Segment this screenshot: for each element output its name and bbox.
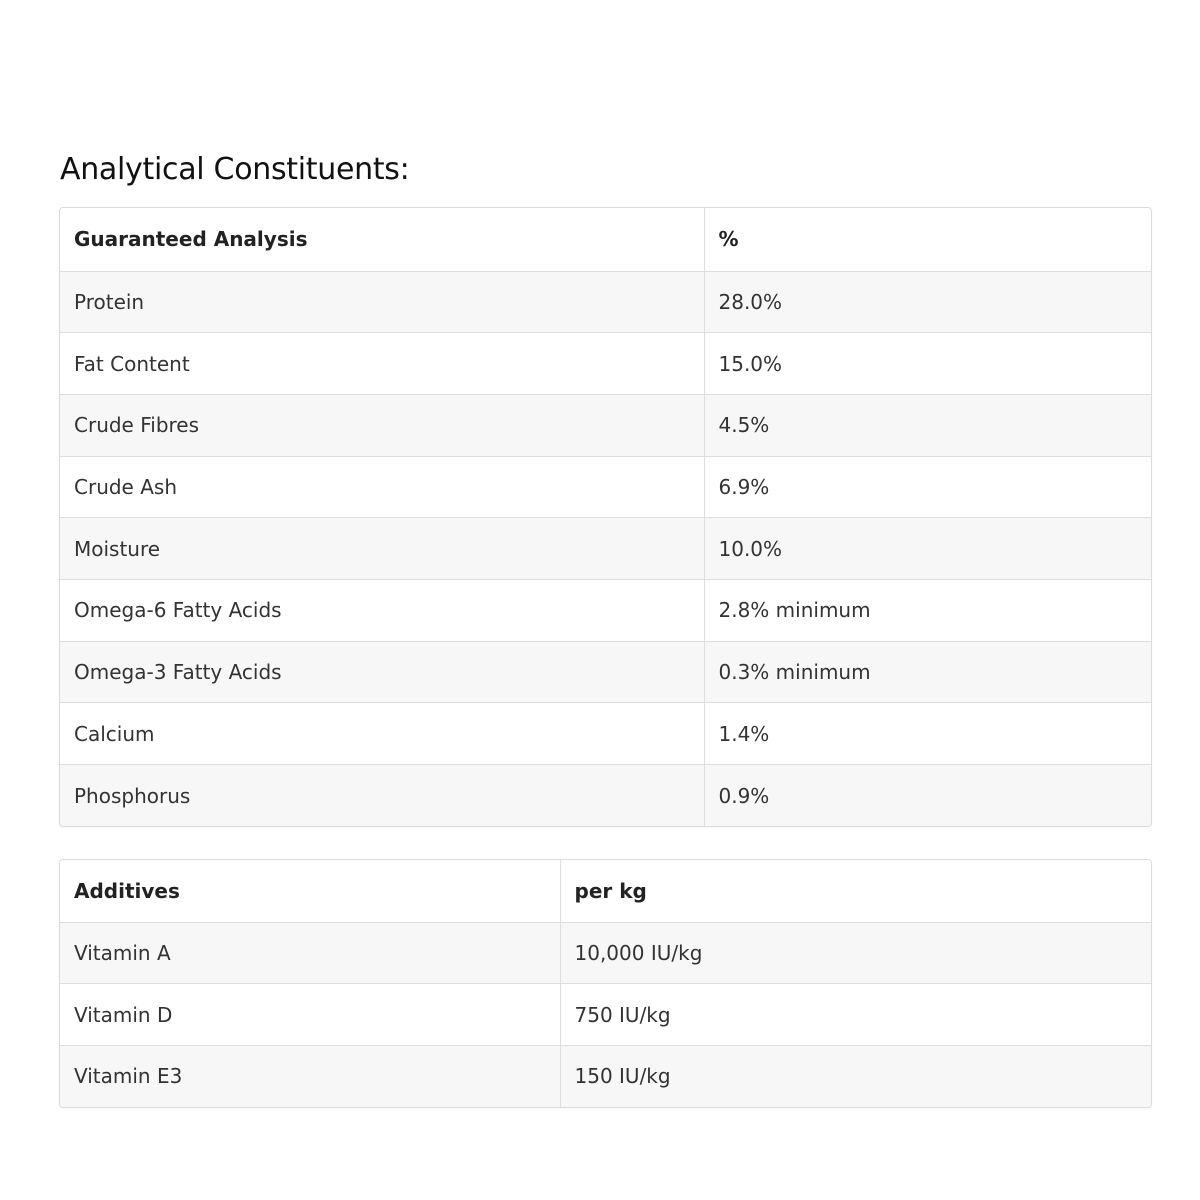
table-row bbox=[60, 922, 1151, 984]
nutrient-name: Protein bbox=[60, 271, 704, 333]
nutrient-name: Phosphorus bbox=[60, 765, 704, 827]
table-row bbox=[60, 641, 1151, 703]
column-header-per-kg: per kg bbox=[560, 860, 1151, 922]
nutrient-value: 0.9% bbox=[704, 765, 1151, 827]
table-header-row bbox=[60, 208, 1151, 271]
additive-value: 150 IU/kg bbox=[560, 1045, 1151, 1107]
additive-name: Vitamin D bbox=[60, 984, 560, 1046]
table-row bbox=[60, 1045, 1151, 1107]
table-row bbox=[60, 703, 1151, 765]
table-row bbox=[60, 579, 1151, 641]
column-header-additives: Additives bbox=[60, 860, 560, 922]
nutrient-value: 0.3% minimum bbox=[704, 641, 1151, 703]
nutrient-name: Moisture bbox=[60, 518, 704, 580]
additive-value: 750 IU/kg bbox=[560, 984, 1151, 1046]
nutrient-name: Omega-3 Fatty Acids bbox=[60, 641, 704, 703]
table-header-row bbox=[60, 860, 1151, 922]
column-header-analysis: Guaranteed Analysis bbox=[60, 208, 704, 271]
table-row bbox=[60, 984, 1151, 1046]
nutrient-name: Omega-6 Fatty Acids bbox=[60, 579, 704, 641]
additives-table bbox=[59, 859, 1152, 1108]
nutrient-value: 6.9% bbox=[704, 456, 1151, 518]
page-title: Analytical Constituents: bbox=[60, 152, 410, 187]
nutrient-value: 1.4% bbox=[704, 703, 1151, 765]
nutrient-name: Crude Ash bbox=[60, 456, 704, 518]
table-row bbox=[60, 518, 1151, 580]
nutrient-value: 4.5% bbox=[704, 394, 1151, 456]
table-row bbox=[60, 271, 1151, 333]
nutrient-name: Calcium bbox=[60, 703, 704, 765]
guaranteed-analysis-table bbox=[59, 207, 1152, 827]
table-row bbox=[60, 456, 1151, 518]
table-row bbox=[60, 765, 1151, 827]
nutrient-name: Crude Fibres bbox=[60, 394, 704, 456]
additive-name: Vitamin E3 bbox=[60, 1045, 560, 1107]
additive-name: Vitamin A bbox=[60, 922, 560, 984]
table-row bbox=[60, 333, 1151, 395]
nutrient-value: 10.0% bbox=[704, 518, 1151, 580]
nutrient-value: 28.0% bbox=[704, 271, 1151, 333]
nutrient-value: 2.8% minimum bbox=[704, 579, 1151, 641]
additive-value: 10,000 IU/kg bbox=[560, 922, 1151, 984]
table-row bbox=[60, 394, 1151, 456]
column-header-percent: % bbox=[704, 208, 1151, 271]
nutrient-name: Fat Content bbox=[60, 333, 704, 395]
nutrient-value: 15.0% bbox=[704, 333, 1151, 395]
